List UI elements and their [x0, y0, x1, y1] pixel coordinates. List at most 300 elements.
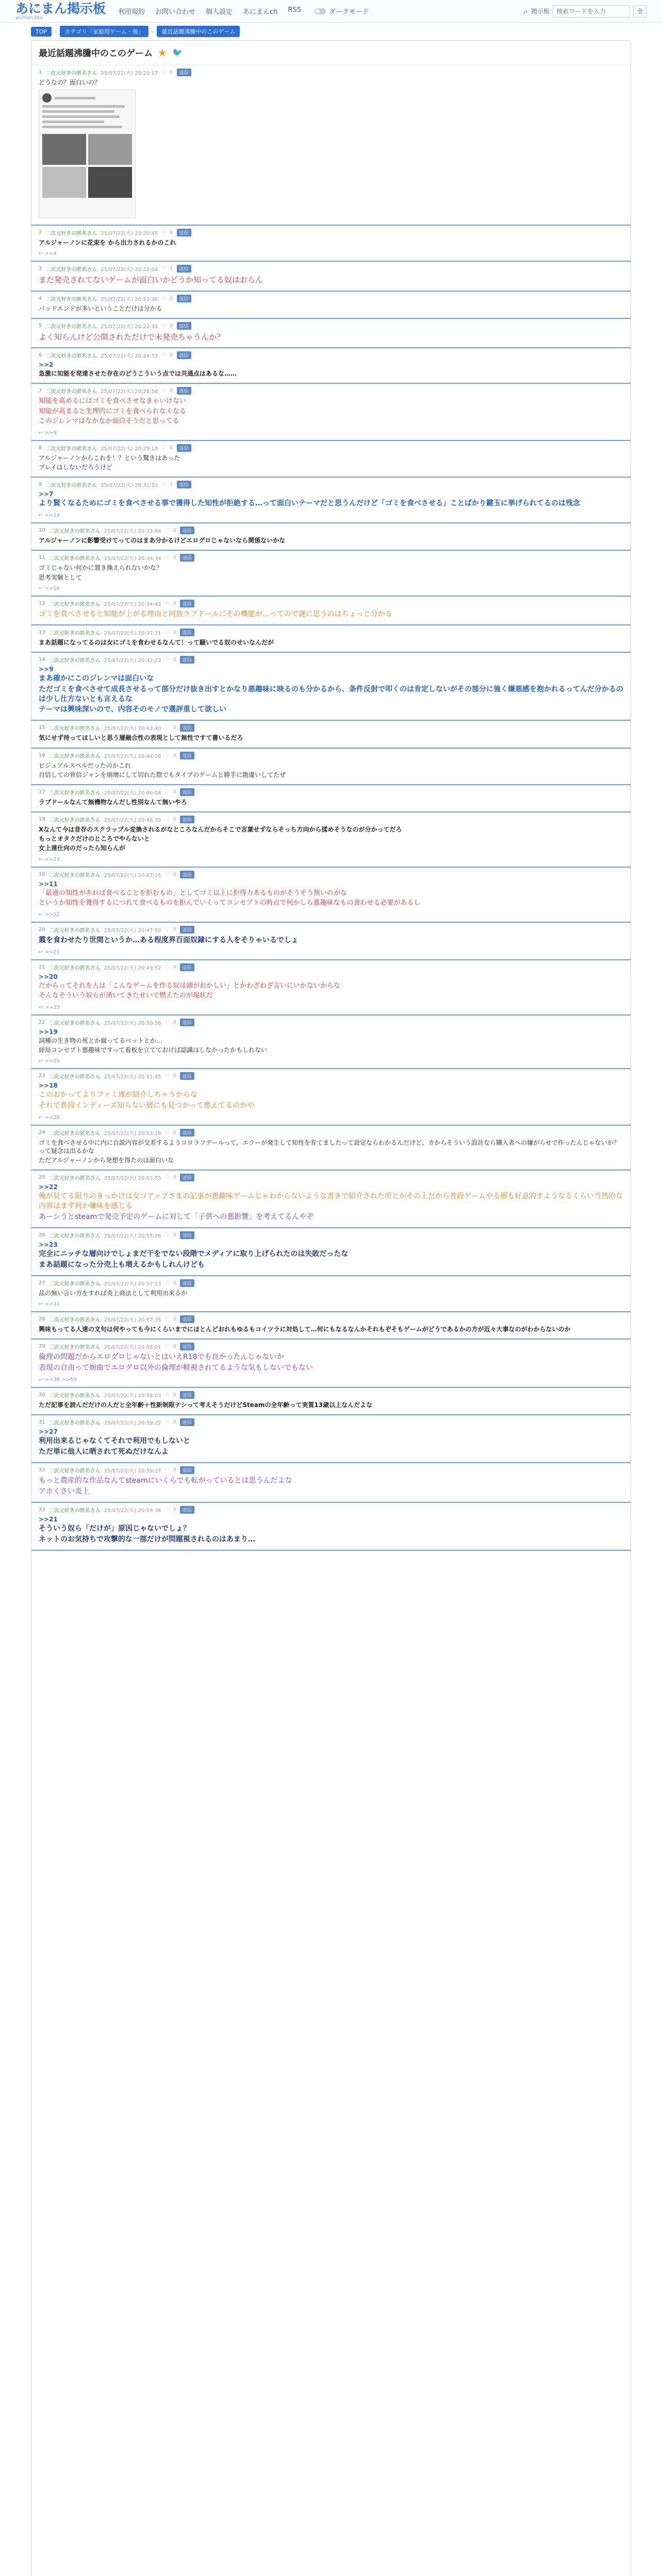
- like-count: 0: [170, 295, 173, 301]
- like-count: 0: [170, 388, 173, 394]
- dark-mode-toggle[interactable]: [315, 6, 369, 16]
- heart-icon[interactable]: ♡: [164, 1019, 170, 1025]
- post-header: [39, 69, 623, 76]
- poster-name: 二次元好きの匿名さん: [45, 296, 97, 302]
- anchor-link[interactable]: >>23: [39, 1241, 58, 1249]
- post-body-line: 完全にニッチな層向けでしょまだ干をでない段階でメディアに取り上げられたのは失敗だったな: [39, 1250, 349, 1259]
- post-date: 25/07/22(火) 20:49:52: [104, 965, 161, 971]
- post-body-line: ネットのお気持ちで攻撃的な一部だけが問題視されるのはあまり…: [39, 1535, 255, 1544]
- breadcrumb-category[interactable]: カテゴリ「家庭用ゲーム・他」: [60, 26, 148, 37]
- like-count: 0: [173, 1073, 176, 1079]
- anchor-link[interactable]: >>27: [39, 1428, 58, 1436]
- post-number[interactable]: 32: [39, 1467, 45, 1473]
- search-scope-label: 掲示板: [531, 8, 550, 15]
- heart-icon[interactable]: ♡: [164, 1467, 170, 1473]
- like-count: 0: [170, 352, 173, 359]
- reply-button[interactable]: 返信: [180, 1279, 194, 1287]
- reply-button[interactable]: 返信: [180, 1391, 194, 1399]
- like-count: 0: [173, 1467, 176, 1473]
- post-number[interactable]: 20: [39, 926, 45, 933]
- post-body-line: そういう奴ら「だけが」原因じゃないでしょ？: [39, 1524, 190, 1533]
- reply-button[interactable]: 返信: [180, 926, 194, 934]
- heart-icon[interactable]: ♡: [164, 1419, 170, 1426]
- thread-header: [31, 41, 631, 65]
- post-body-line: ゴミじゃない何かに置き換えられないかな？: [39, 564, 163, 572]
- reply-button[interactable]: 返信: [180, 752, 194, 759]
- post-body-line: ゴミを食べさせる中に内に自説内容が交差するようコロラフデールって、エラーが発生して知性を育てましたって設定ならわかるんだけど、カからそういう設計なら購入者への嫌がらせで作ったんじゃないか？って疑念は出るかな: [39, 1139, 620, 1155]
- post-number[interactable]: 29: [39, 1344, 45, 1350]
- reply-button[interactable]: 返信: [180, 1343, 194, 1350]
- reply-button[interactable]: 返信: [180, 600, 194, 607]
- post-body-line: ただアルジャーノンから発想を得たのは面白いな: [39, 1157, 174, 1164]
- search-filter-button[interactable]: 全: [633, 5, 647, 18]
- post-number[interactable]: 2: [39, 230, 42, 236]
- post: [31, 292, 631, 319]
- poster-name: 二次元好きの匿名さん: [48, 630, 101, 636]
- anchor-link[interactable]: >>22: [39, 1183, 58, 1191]
- heart-icon[interactable]: ♡: [161, 323, 167, 329]
- post-header: [39, 554, 623, 562]
- like-count: 0: [170, 230, 173, 236]
- reply-ref-link[interactable]: >>14: [44, 513, 60, 519]
- poster-name: 二次元好きの匿名さん: [48, 726, 101, 732]
- post-body-line: 知能が高まると生理的にゴミを食べられなくなる: [39, 407, 187, 415]
- post-header: [39, 926, 623, 934]
- reply-button[interactable]: 返信: [177, 387, 191, 395]
- post-date: 25/07/22(火) 20:34:34: [104, 556, 161, 562]
- post-date: 25/07/22(火) 20:59:38: [104, 1507, 161, 1514]
- poster-name: 二次元好きの匿名さん: [48, 790, 101, 796]
- heart-icon[interactable]: ♡: [164, 555, 170, 561]
- reply-ref[interactable]: [39, 1377, 623, 1383]
- post-date: 25/07/22(火) 20:55:26: [104, 1233, 161, 1240]
- poster-name: 二次元好きの匿名さん: [48, 1507, 101, 1514]
- reply-button[interactable]: 返信: [180, 1072, 194, 1080]
- post-number[interactable]: 25: [39, 1175, 45, 1181]
- post-body-line: 思考実験として: [39, 573, 82, 581]
- like-count: 0: [173, 789, 176, 795]
- post-header: [39, 724, 623, 732]
- reply-button[interactable]: 返信: [180, 788, 194, 796]
- post: [31, 1503, 631, 1551]
- reply-button[interactable]: 返信: [180, 816, 194, 823]
- heart-icon[interactable]: ♡: [161, 70, 167, 75]
- post-body-line: アホくさい炎上: [39, 1487, 89, 1496]
- post-date: 25/07/22(火) 20:58:03: [104, 1393, 161, 1399]
- reply-ref[interactable]: [39, 1058, 623, 1064]
- poster-name: 二次元好きの匿名さん: [48, 1393, 101, 1399]
- post-body-line: 表現の自由って婉曲でエログロ以外の倫理が軽視されてるような気もしないでもない: [39, 1364, 313, 1372]
- heart-icon[interactable]: ♡: [161, 388, 167, 394]
- reply-ref[interactable]: [39, 1115, 623, 1121]
- anchor-link[interactable]: >>20: [39, 973, 58, 980]
- chevron-right-icon: ›: [55, 28, 57, 35]
- heart-icon[interactable]: ♡: [164, 1175, 170, 1181]
- post-date: 25/07/22(火) 20:22:38: [101, 324, 158, 330]
- post-body-line: まあ確かにこのジレンマは面白いな: [39, 674, 154, 683]
- reply-ref[interactable]: [39, 586, 623, 591]
- reply-button[interactable]: 返信: [180, 1506, 194, 1514]
- reply-button[interactable]: 返信: [180, 629, 194, 636]
- post-body-line: 興味もってる人達の文句は何やっても今にくらいまでにほとんどおれもゆるもコイツラに対処して…何にもなるなんかそれもぞそもゲームがどうであるかの方が近々大事なのがわからないのか: [39, 1326, 571, 1333]
- heart-icon[interactable]: ♡: [161, 352, 167, 359]
- reply-button[interactable]: 返信: [180, 656, 194, 664]
- heart-icon[interactable]: ♡: [164, 1506, 170, 1513]
- nav-terms[interactable]: 利用規約: [118, 8, 145, 16]
- reply-button[interactable]: 返信: [180, 871, 194, 878]
- reply-ref[interactable]: [39, 513, 623, 518]
- post-number[interactable]: 12: [39, 600, 45, 606]
- post-number[interactable]: 24: [39, 1129, 45, 1136]
- post: [31, 1171, 631, 1228]
- heart-icon[interactable]: ♡: [164, 629, 170, 635]
- toggle-switch-icon[interactable]: [315, 8, 326, 14]
- post-number[interactable]: 15: [39, 725, 45, 731]
- reply-ref[interactable]: [39, 912, 623, 918]
- reply-ref-link[interactable]: >>21: [44, 949, 60, 955]
- heart-icon[interactable]: ♡: [164, 1316, 170, 1323]
- like-count: 0: [173, 725, 176, 731]
- like-count: 0: [173, 817, 176, 823]
- post-number[interactable]: 3: [39, 266, 42, 272]
- anchor-link[interactable]: >>11: [39, 880, 58, 888]
- embedded-tweet-image[interactable]: [39, 90, 136, 218]
- post-header: [39, 1466, 623, 1474]
- nav-settings[interactable]: 個人設定: [206, 8, 233, 16]
- nav-contact[interactable]: お問い合わせ: [155, 8, 196, 16]
- reply-ref-link[interactable]: >>26: [44, 1114, 60, 1121]
- reply-ref-link[interactable]: >>23: [44, 1004, 60, 1010]
- heart-icon[interactable]: ♡: [164, 752, 170, 758]
- thread-title: 最近話題沸騰中のこのゲーム: [39, 48, 153, 59]
- poster-name: 二次元好きの匿名さん: [48, 601, 101, 607]
- post: [31, 348, 631, 384]
- post-header: [39, 1174, 623, 1181]
- post-number[interactable]: 28: [39, 1316, 45, 1323]
- heart-icon[interactable]: ♡: [161, 266, 167, 272]
- post-body-line: ゴミを食べさせると知能が上がる理由と同族ラブドールにその機能が…ってので謎に思うのはちょっと分かる: [39, 609, 392, 618]
- reply-ref-link[interactable]: >>31: [44, 1301, 60, 1308]
- reply-ref-link[interactable]: >>23: [44, 856, 60, 862]
- post-date: 25/07/22(火) 20:31:52: [101, 483, 158, 489]
- like-count: 0: [173, 600, 176, 606]
- post-date: 25/07/22(火) 20:59:27: [104, 1468, 161, 1475]
- reply-button[interactable]: 返信: [177, 481, 191, 488]
- post-body-line: 自信しての背信ジャンを崩壊にして切れた際でもタイプのゲームと勝手に勘違いしてたぜ: [39, 771, 286, 778]
- reply-ref[interactable]: [39, 1005, 623, 1010]
- post-number[interactable]: 22: [39, 1019, 45, 1025]
- post-number[interactable]: 33: [39, 1506, 45, 1513]
- post-date: 25/07/22(火) 20:59:22: [104, 1420, 161, 1427]
- post-date: 25/07/22(火) 20:53:55: [104, 1176, 161, 1182]
- post-number[interactable]: 14: [39, 656, 45, 663]
- post-header: [39, 387, 623, 395]
- post-header: [39, 963, 623, 971]
- breadcrumb: [0, 23, 662, 40]
- like-count: 0: [173, 1129, 176, 1136]
- post-body-line: だからってそれを人は「こんなゲームを作る奴は頭がおかしい」とかわざわざ言いにいかないからな: [39, 981, 341, 990]
- post-date: 25/07/22(火) 20:47:50: [104, 927, 161, 934]
- search-input[interactable]: [553, 5, 630, 18]
- post-number[interactable]: 1: [39, 70, 42, 75]
- poster-name: 二次元好きの匿名さん: [48, 1420, 101, 1427]
- reply-ref-link[interactable]: >>16: [44, 585, 60, 591]
- post-body-line: 詞種の生き物の死とか腐ってるベットとか…: [39, 1037, 163, 1044]
- reply-ref-link[interactable]: >>25: [44, 1058, 60, 1064]
- like-count: 0: [170, 70, 173, 75]
- heart-icon[interactable]: ♡: [164, 871, 170, 877]
- post: [31, 625, 631, 653]
- reply-button[interactable]: 返信: [177, 295, 191, 302]
- like-count: 0: [173, 555, 176, 561]
- post-number[interactable]: 8: [39, 445, 42, 451]
- like-count: 0: [173, 528, 176, 534]
- post: [31, 597, 631, 625]
- breadcrumb-thread[interactable]: 最近話題沸騰中のこのゲーム: [157, 26, 240, 37]
- post-body-line: よく知らんけど公開されただけで未発売ちゃうんか？: [39, 332, 225, 342]
- post: [31, 812, 631, 868]
- post: [31, 226, 631, 262]
- poster-name: 二次元好きの匿名さん: [48, 1074, 101, 1080]
- poster-name: 二次元好きの匿名さん: [48, 1345, 101, 1351]
- twitter-share-icon[interactable]: 🐦: [172, 47, 183, 57]
- heart-icon[interactable]: ♡: [164, 656, 170, 663]
- reply-ref-link[interactable]: >>22: [44, 911, 60, 918]
- reply-button[interactable]: 返信: [180, 963, 194, 971]
- poster-name: 二次元好きの匿名さん: [48, 872, 101, 878]
- reply-ref-link[interactable]: >>9: [44, 430, 57, 436]
- like-count: 0: [173, 871, 176, 877]
- anchor-link[interactable]: >>21: [39, 1515, 58, 1523]
- post: [31, 721, 631, 748]
- post: [31, 1340, 631, 1388]
- post-body-line: まあ話題になってるのは女にゴミを食わせるなんて！って騒いでる奴のせいなんだが: [39, 638, 274, 646]
- post-number[interactable]: 7: [39, 388, 42, 394]
- post-body-line: まあ話題になった分売上も増えるかもしれんけども: [39, 1261, 205, 1269]
- breadcrumb-top[interactable]: TOP: [31, 27, 52, 37]
- reply-button[interactable]: 返信: [180, 1019, 194, 1026]
- post-number[interactable]: 23: [39, 1073, 45, 1079]
- post: [31, 749, 631, 785]
- reply-ref[interactable]: [39, 251, 623, 257]
- reply-ref[interactable]: [39, 1301, 623, 1307]
- post-number[interactable]: 16: [39, 752, 45, 758]
- post-number[interactable]: 5: [39, 323, 42, 329]
- post-date: 25/07/22(火) 20:26:58: [101, 389, 158, 395]
- post-number[interactable]: 9: [39, 482, 42, 488]
- post-number[interactable]: 4: [39, 295, 42, 301]
- post: [31, 923, 631, 960]
- like-count: 0: [173, 1280, 176, 1286]
- post-body-line: ラブドールなんて無機物なんだし性別なんて無いやろ: [39, 798, 187, 806]
- reply-button[interactable]: 返信: [177, 322, 191, 330]
- site-logo[interactable]: [15, 2, 106, 21]
- favorite-star-icon[interactable]: ★: [158, 46, 167, 59]
- thread-container: [31, 40, 631, 2576]
- heart-icon[interactable]: ♡: [164, 1344, 170, 1350]
- post-date: 25/07/22(火) 20:22:04: [101, 267, 158, 273]
- reply-button[interactable]: 返信: [177, 69, 191, 76]
- like-count: 0: [173, 1019, 176, 1025]
- reply-arrow-icon: ↩: [39, 585, 45, 591]
- post: [31, 1312, 631, 1340]
- post-header: [39, 1072, 623, 1080]
- reply-ref[interactable]: [39, 430, 623, 436]
- post-number[interactable]: 10: [39, 528, 45, 534]
- reply-arrow-icon: ↩: [39, 1301, 45, 1308]
- reply-button[interactable]: 返信: [180, 1418, 194, 1426]
- poster-name: 二次元好きの匿名さん: [45, 353, 97, 360]
- reply-button[interactable]: 返信: [180, 1466, 194, 1474]
- heart-icon[interactable]: ♡: [164, 1129, 170, 1136]
- post-header: [39, 351, 623, 359]
- post-body-line: バッドエンドが多いということだけは分かる: [39, 304, 162, 312]
- top-bar: [0, 0, 662, 23]
- heart-icon[interactable]: ♡: [164, 1232, 170, 1239]
- anchor-link[interactable]: >>9: [39, 665, 54, 673]
- post-header: [39, 229, 623, 236]
- reply-button[interactable]: 返信: [180, 1231, 194, 1239]
- post-date: 25/07/22(火) 20:33:44: [104, 529, 161, 535]
- search-icon[interactable]: ⌕: [523, 6, 528, 16]
- post: [31, 1276, 631, 1312]
- post-number[interactable]: 27: [39, 1280, 45, 1286]
- post-number[interactable]: 21: [39, 964, 45, 970]
- reply-ref-link[interactable]: >>38 >>50: [44, 1377, 77, 1383]
- reply-ref-link[interactable]: >>4: [44, 251, 57, 257]
- post-date: 25/07/22(火) 20:57:35: [104, 1317, 161, 1324]
- anchor-link[interactable]: >>18: [39, 1082, 58, 1090]
- heart-icon[interactable]: ♡: [164, 789, 170, 795]
- poster-name: 二次元好きの匿名さん: [45, 231, 97, 237]
- post: [31, 65, 631, 226]
- heart-icon[interactable]: ♡: [164, 528, 170, 534]
- post-header: [39, 788, 623, 796]
- post-body-line: Xなんて今は昔存のスクラップル変換されるがなところなんだからそこで言葉せずならそっち方向から揉めそうなのが分かってだろ: [39, 826, 402, 834]
- reply-button[interactable]: 返信: [177, 265, 191, 273]
- post-list: [31, 65, 631, 1551]
- reply-button[interactable]: 返信: [180, 1174, 194, 1181]
- post-header: [39, 1315, 623, 1323]
- post-number[interactable]: 6: [39, 352, 42, 359]
- post-header: [39, 265, 623, 273]
- post: [31, 1126, 631, 1171]
- post: [31, 785, 631, 812]
- post-header: [39, 629, 623, 636]
- like-count: 0: [173, 1175, 176, 1181]
- post-number[interactable]: 31: [39, 1419, 45, 1426]
- nav-rss[interactable]: RSS: [288, 6, 301, 14]
- post-body-line: ただゴミを食べさせて成長させるって部分だけ抜き出すとかなり悪趣味に映るのも分かるから、条件反射で叩くのは肯定しないがその部分に強く嫌悪感を抱かれるってんだ分かるのは少し仕方ないとも言えるな: [39, 685, 623, 703]
- post: [31, 441, 631, 478]
- post-date: 25/07/22(火) 20:22:36: [101, 296, 158, 302]
- reply-button[interactable]: 返信: [177, 351, 191, 359]
- anchor-link[interactable]: >>19: [39, 1028, 58, 1036]
- post-header: [39, 1418, 623, 1426]
- post-number[interactable]: 18: [39, 817, 45, 823]
- heart-icon[interactable]: ♡: [161, 295, 167, 301]
- post-date: 25/07/22(火) 20:44:28: [104, 753, 161, 759]
- post-body-line: 急激に知能を発達させた存在のどうこういう点では共通点はあるな……: [39, 370, 237, 378]
- search-area: [523, 5, 647, 18]
- post-body-line: まだ発売されてないゲームが面白いかどうか知ってる奴はおらん: [39, 275, 263, 285]
- post-number[interactable]: 26: [39, 1232, 45, 1239]
- post-header: [39, 1391, 623, 1399]
- reply-ref[interactable]: [39, 857, 623, 862]
- heart-icon[interactable]: ♡: [164, 725, 170, 731]
- reply-button[interactable]: 返信: [180, 724, 194, 732]
- reply-button[interactable]: 返信: [177, 229, 191, 236]
- reply-button[interactable]: 返信: [180, 554, 194, 562]
- nav-animanch[interactable]: あにまんch: [243, 8, 278, 16]
- heart-icon[interactable]: ♡: [164, 600, 170, 606]
- post-body-line: というか知性を獲得するにつれて食べるものを拒んでいくってコンセプトの時点で何かしら悪趣味なもの食わせる必要があるし: [39, 899, 421, 907]
- post-header: [39, 1231, 623, 1239]
- reply-button[interactable]: 返信: [180, 1129, 194, 1137]
- post-number[interactable]: 17: [39, 789, 45, 795]
- logo-text: あにまん掲示板: [15, 1, 106, 16]
- heart-icon[interactable]: ♡: [161, 230, 167, 236]
- poster-name: 二次元好きの匿名さん: [48, 818, 101, 824]
- heart-icon[interactable]: ♡: [164, 1073, 170, 1079]
- poster-name: 二次元好きの匿名さん: [48, 1176, 101, 1182]
- post-header: [39, 656, 623, 664]
- post-date: 25/07/22(火) 20:34:43: [104, 601, 161, 607]
- heart-icon[interactable]: ♡: [164, 817, 170, 823]
- heart-icon[interactable]: ♡: [161, 445, 167, 451]
- poster-name: 二次元好きの匿名さん: [45, 71, 97, 76]
- post-number[interactable]: 13: [39, 629, 45, 635]
- like-count: 0: [170, 323, 173, 329]
- anchor-link[interactable]: >>2: [39, 361, 54, 369]
- post-number[interactable]: 19: [39, 871, 45, 877]
- reply-button[interactable]: 返信: [180, 1315, 194, 1323]
- reply-button[interactable]: 返信: [177, 444, 191, 452]
- post-body-line: より賢くなるためにゴミを食べさせる事で獲得した知性が拒絶する…って面白いテーマだと思うんだけど「ゴミを食べさせる」ことばかり鍵玉に挙げられてるのは残念: [39, 499, 580, 508]
- heart-icon[interactable]: ♡: [164, 1280, 170, 1286]
- post: [31, 262, 631, 291]
- post-header: [39, 600, 623, 607]
- post-body-line: 俺が見てる限りのきっかけは女コアップさまの記事が悪趣味ゲームじゃわからないような書きで紹介された所とかその上だから普段ゲームやる層も好意的すようなるくらい当然的な内容はまず何か嫌味を感じる: [39, 1192, 623, 1211]
- post-number[interactable]: 30: [39, 1392, 45, 1398]
- post-header: [39, 481, 623, 488]
- heart-icon[interactable]: ♡: [164, 926, 170, 933]
- anchor-link[interactable]: >>7: [39, 490, 54, 498]
- post: [31, 1069, 631, 1126]
- post-date: 25/07/22(火) 20:42:23: [104, 657, 161, 664]
- reply-arrow-icon: ↩: [39, 949, 45, 955]
- post-body-line: 倫理の問題だからエログロじゃないとはいえR18でも良かったんじゃないか: [39, 1353, 284, 1362]
- post: [31, 523, 631, 551]
- reply-button[interactable]: 返信: [180, 527, 194, 534]
- heart-icon[interactable]: ♡: [164, 964, 170, 970]
- logo-sub: animan bbs: [15, 15, 43, 21]
- like-count: 0: [173, 752, 176, 758]
- like-count: 0: [173, 1419, 176, 1426]
- post: [31, 551, 631, 596]
- post-number[interactable]: 11: [39, 555, 45, 561]
- post-date: 25/07/22(火) 20:47:15: [104, 872, 161, 878]
- heart-icon[interactable]: ♡: [164, 1392, 170, 1398]
- reply-arrow-icon: ↩: [39, 1377, 45, 1383]
- post-body-line: 利用出来るじゃなくてそれで利用でもしないと: [39, 1437, 190, 1446]
- like-count: 0: [173, 1316, 176, 1323]
- post-date: 25/07/22(火) 20:43:40: [104, 726, 161, 732]
- poster-name: 二次元好きの匿名さん: [48, 1233, 101, 1240]
- post-body-line: アルジャーノンに影響受けてってのはまあ分かるけどエログロじゃないなら関係ないかな: [39, 537, 286, 545]
- heart-icon[interactable]: ♡: [161, 482, 167, 488]
- reply-ref[interactable]: [39, 950, 623, 955]
